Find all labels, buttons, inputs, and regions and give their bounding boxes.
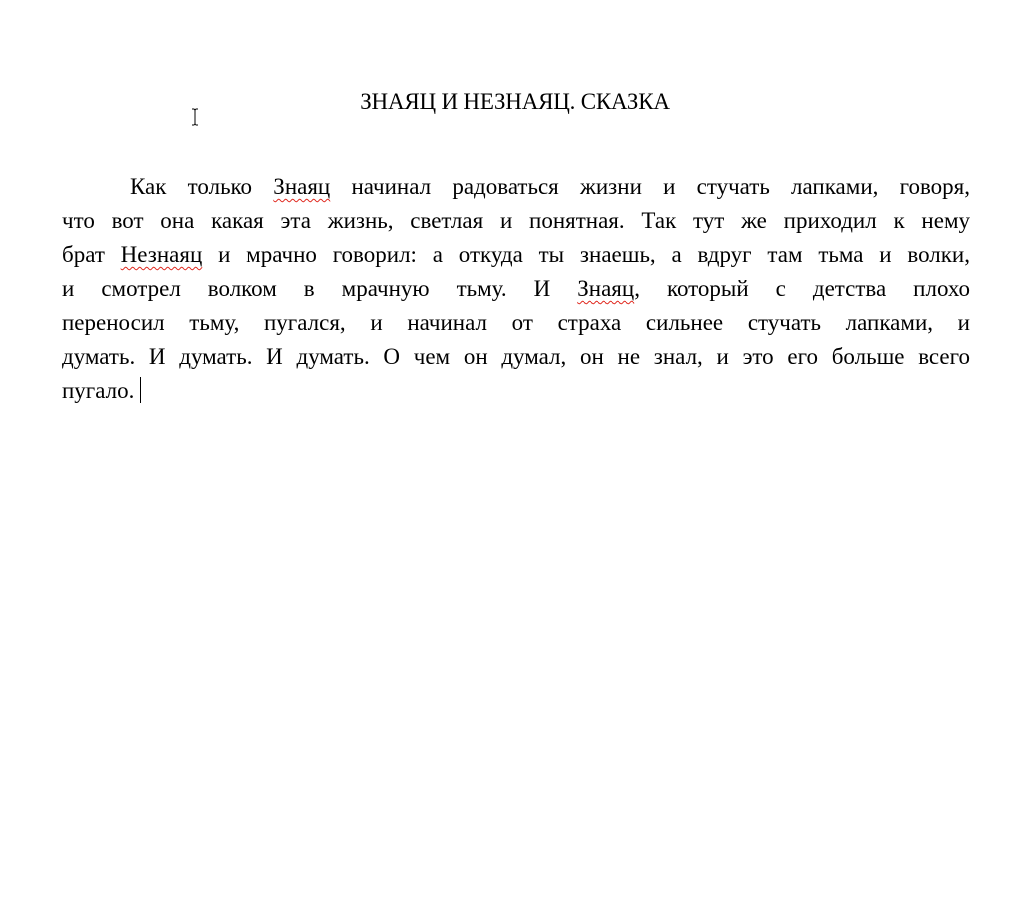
document-title[interactable]: ЗНАЯЦ И НЕЗНАЯЦ. СКАЗКА	[360, 89, 670, 114]
text-caret	[140, 377, 141, 403]
paragraph-line-1: Как только Знаяц начинал радоваться жизни и стучать лапками, говоря,	[130, 174, 971, 199]
misspelled-word[interactable]: Знаяц	[577, 276, 635, 301]
i-beam-cursor-icon	[190, 108, 200, 126]
paragraph-line-2: что вот она какая эта жизнь, светлая и понятная. Так тут же приходил к нему	[62, 208, 970, 233]
paragraph-line-5: переносил тьму, пугался, и начинал от страха сильнее стучать лапками, и	[62, 310, 970, 335]
misspelled-word[interactable]: Незнаяц	[120, 242, 203, 267]
paragraph-line-3: брат Незнаяц и мрачно говорил: а откуда ты знаешь, а вдруг там тьма и волки,	[62, 242, 970, 267]
misspelled-word[interactable]: Знаяц	[273, 174, 331, 199]
paragraph-line-4: и смотрел волком в мрачную тьму. И Знаяц, который с детства плохо	[62, 276, 970, 301]
story-paragraph[interactable]	[62, 170, 970, 408]
paragraph-line-7: пугало.	[62, 374, 970, 408]
paragraph-line-6: думать. И думать. И думать. О чем он думал, он не знал, и это его больше всего	[62, 344, 970, 369]
